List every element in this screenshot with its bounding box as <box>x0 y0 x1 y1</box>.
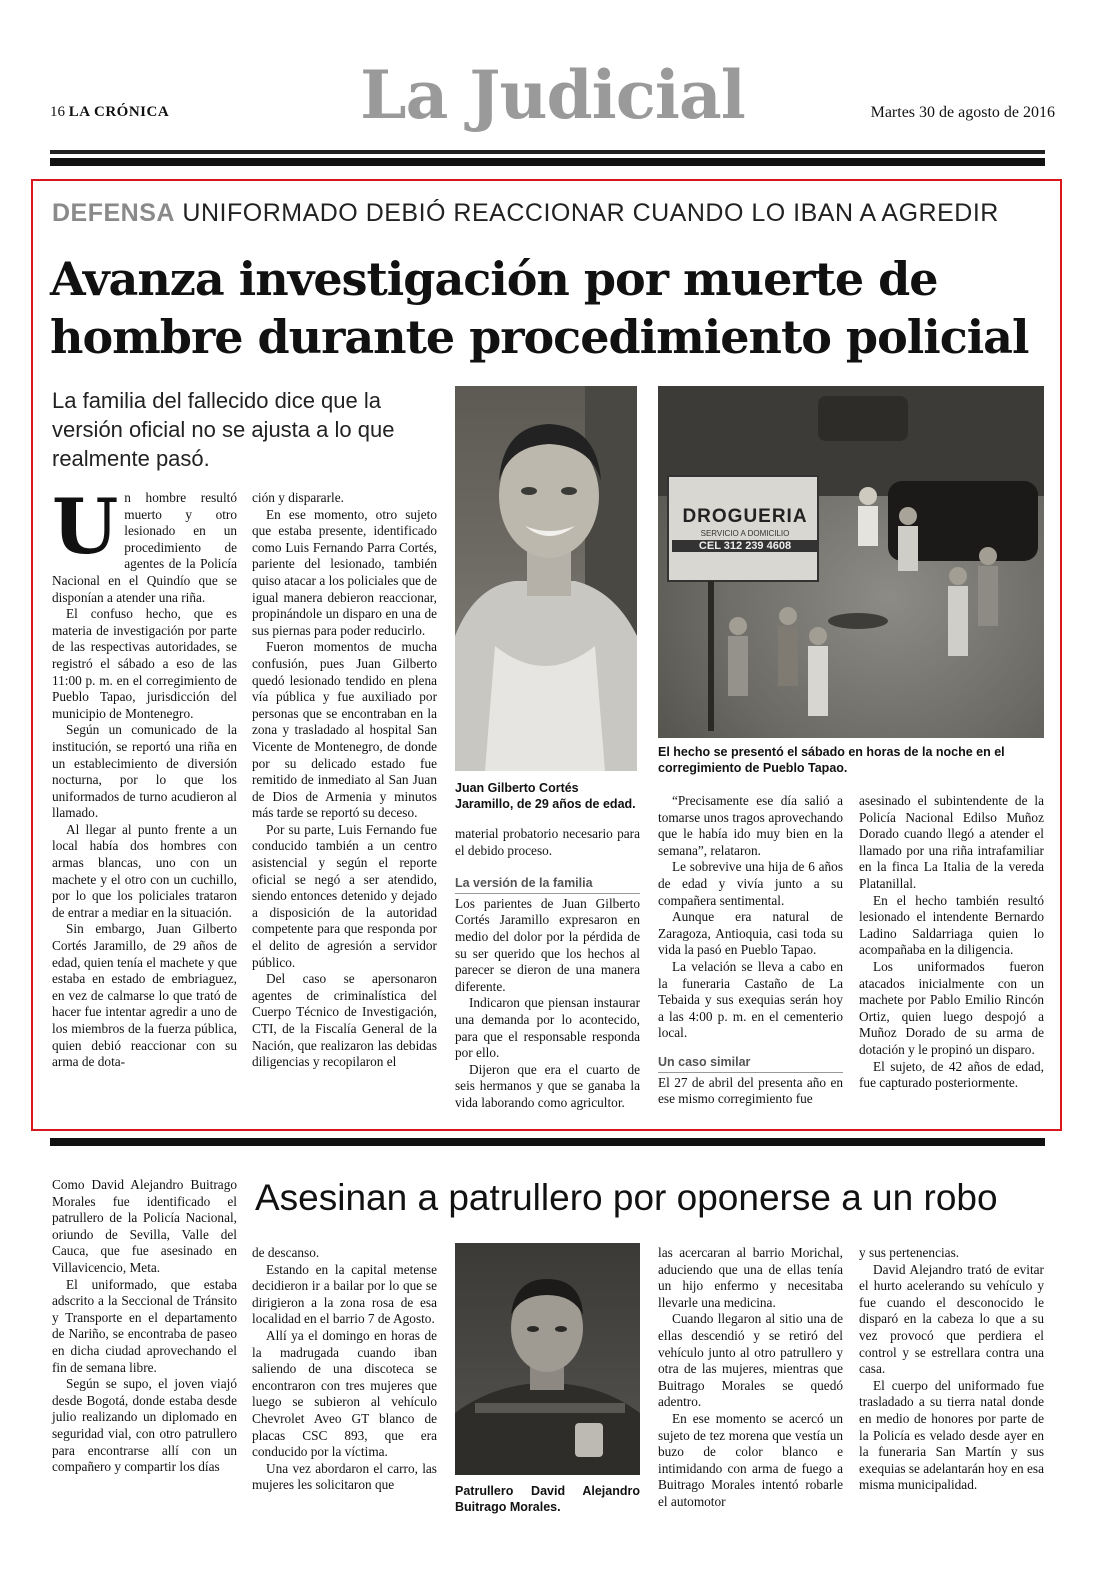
article-column-3 <box>455 826 640 1112</box>
patrolman-illustration <box>455 1243 640 1475</box>
second-article-column-2 <box>252 1245 437 1494</box>
second-article-headline: Asesinan a patrullero por oponerse a un robo <box>255 1177 998 1218</box>
article-column-4 <box>658 793 843 1108</box>
article-deck: La familia del fallecido dice que la versión oficial no se ajusta a lo que realmente pasó. <box>52 388 395 471</box>
pharmacy-sign-phone: CEL 312 239 4608 <box>672 540 818 552</box>
crime-scene-photo <box>658 386 1044 738</box>
paragraph: El sujeto, de 42 años de edad, fue capturado posteriormente. <box>859 1058 1044 1091</box>
paragraph: David Alejandro trató de evitar el hurto acelerando su vehículo y fue cuando el desconocido le disparó en la cabeza lo que a su vez provocó que perdiera el control y se estrellara contra una casa. <box>859 1261 1044 1377</box>
headline-line-2: hombre durante procedimiento policial <box>50 310 1029 364</box>
victim-portrait-photo <box>455 386 637 771</box>
paragraph: El cuerpo del uniformado fue trasladado a su tierra natal donde en medio de honores por parte de la Policía es velado desde ayer en la funeraria San Martín y sus exequias se adelantarán hoy en esa misma municipalidad. <box>859 1377 1044 1493</box>
scene-caption: El hecho se presentó el sábado en horas de la noche en el corregimiento de Pueblo Tapao. <box>658 745 1005 775</box>
paragraph: Allí ya el domingo en horas de la madrugada cuando iban saliendo de una discoteca se encontraron con tres mujeres que luego se subieron al vehículo Chevrolet Aveo GT blanco de placas CSC 893, que era conducido por la víctima. <box>252 1327 437 1460</box>
publication-name: LA CRÓNICA <box>68 104 170 120</box>
paragraph: de descanso. <box>252 1245 320 1260</box>
paragraph: Al llegar al punto frente a un local había dos hombres con armas blancas, uno con un machete y el otro con un cuchillo, por lo que los policiales trataron de entrar a mediar en la situación. <box>52 821 237 920</box>
article-column-2 <box>252 490 437 1071</box>
paragraph: Indicaron que piensan instaurar una demanda por lo acontecido, para que el responsable responda por ello. <box>455 995 640 1061</box>
paragraph: Aunque era natural de Zaragoza, Antioquia, casi toda su vida la pasó en Pueblo Tapao. <box>658 909 843 958</box>
article-column-1 <box>52 482 237 1071</box>
paragraph: las acercaran al barrio Morichal, aduciendo que una de ellas tenía un hijo enfermo y necesitaba llevarle una medicina. <box>658 1245 843 1310</box>
header-rule-thin <box>50 150 1045 154</box>
paragraph: Según se supo, el joven viajó desde Bogotá, donde estaba desde julio realizando un diplomado en seguridad vial, con otro patrullero para encontrarse allí con un compañero y compartir los días <box>52 1376 237 1475</box>
paragraph: Los parientes de Juan Gilberto Cortés Jaramillo expresaron en medio del dolor por la pérdida de su ser querido que los hechos al parecer se dieron de una manera diferente. <box>455 895 640 994</box>
article-headline <box>50 250 1060 366</box>
paragraph: En ese momento se acercó un sujeto de tez morena que vestía un buzo de color blanco e intimidando con arma de fuego a Buitrago Morales intentó robarle el automotor <box>658 1410 843 1509</box>
second-article-column-3 <box>658 1245 843 1511</box>
headline-line-1: Avanza investigación por muerte de <box>50 252 938 306</box>
paragraph: Una vez abordaron el carro, las mujeres les solicitaron que <box>252 1460 437 1493</box>
paragraph: Según un comunicado de la institución, se reportó una riña en un establecimiento de diversión nocturna, por lo que los uniformados de turno acudieron al llamado. <box>52 722 237 821</box>
article-column-5 <box>859 793 1044 1092</box>
portrait-caption: Juan Gilberto Cortés Jaramillo, de 29 años de edad. <box>455 781 636 811</box>
paragraph: material probatorio necesario para el debido proceso. <box>455 826 640 858</box>
subhead-family-version: La versión de la familia <box>455 875 640 894</box>
kicker-tag: DEFENSA <box>52 199 175 227</box>
article-kicker <box>52 199 999 228</box>
paragraph: “Precisamente ese día salió a tomarse unos tragos aprovechando que le había ido muy bien en la semana”, relataron. <box>658 793 843 858</box>
paragraph: El confuso hecho, que es materia de investigación por parte de las respectivas autoridades, se registró el sábado a eso de las 11:00 p. m. en el corregimiento de Pueblo Tapao, jurisdicción del municipio de Montenegro. <box>52 606 237 721</box>
paragraph: n hombre resultó muerto y otro lesionado en un procedimiento de agentes de la Policía Nacional en el Quindío que se disponían a atender una riña. <box>52 490 237 605</box>
kicker-text: UNIFORMADO DEBIÓ REACCIONAR CUANDO LO IBAN A AGREDIR <box>182 199 999 227</box>
patrolman-photo <box>455 1243 640 1475</box>
paragraph: y sus pertenencias. <box>859 1245 960 1260</box>
paragraph: ción y dispararle. <box>252 490 344 505</box>
pharmacy-sign-text: DROGUERIA <box>682 506 808 527</box>
paragraph: Los uniformados fueron atacados inicialmente con un machete por Pablo Emilio Rincón Ortiz, quien luego despojó a Muñoz Dorado de su arma de dotación y le propinó un disparo. <box>859 958 1044 1057</box>
second-article-column-4 <box>859 1245 1044 1494</box>
pharmacy-sign-subtext: SERVICIO A DOMICILIO <box>700 529 790 538</box>
patrolman-caption: Patrullero David Alejandro Buitrago Morales. <box>455 1484 640 1514</box>
page-number: 16 <box>50 104 65 120</box>
header-rule-thick <box>50 158 1045 166</box>
paragraph: Del caso se apersonaron agentes de criminalística del Cuerpo Técnico de Investigación, CTI, de la Fiscalía General de la Nación, que realizaron las debidas diligencias y recopilaron el <box>252 971 437 1070</box>
paragraph: En ese momento, otro sujeto que estaba presente, identificado como Luis Fernando Parra Cortés, pariente del lesionado, también quiso atacar a los policiales que de igual manera debieron reaccionar, propinándole un disparo en una de sus piernas para poder reducirlo. <box>252 506 437 638</box>
paragraph: El 27 de abril del presenta año en ese mismo corregimiento fue <box>658 1074 843 1107</box>
paragraph: Cuando llegaron al sitio una de ellas descendió y se retiró del vehículo junto al otro patrullero y otra de las mujeres, mientras que Buitrago Morales se quedó adentro. <box>658 1311 843 1410</box>
paragraph: Como David Alejandro Buitrago Morales fue identificado el patrullero de la Policía Nacional, oriundo de Sevilla, Valle del Cauca, que fue asesinado en Villavicencio, Meta. <box>52 1177 237 1275</box>
paragraph: La velación se lleva a cabo en la funeraria Castaño de La Tebaida y sus exequias serán hoy a las 4:00 p. m. en el cementerio local. <box>658 958 843 1041</box>
street-scene-illustration <box>658 386 1044 738</box>
paragraph: Estando en la capital metense decidieron ir a bailar por lo que se dirigieron a la zona rosa de esa localidad en el barrio 7 de Agosto. <box>252 1261 437 1327</box>
paragraph: Por su parte, Luis Fernando fue conducido también a un centro asistencial y según el reporte oficial se negó a ser atendido, siendo entonces detenido y dejado a disposición de la autoridad competente para que responda por el delito de agresión a servidor público. <box>252 821 437 970</box>
section-divider-rule <box>50 1138 1045 1146</box>
section-title: La Judicial <box>360 56 745 134</box>
subhead-similar-case: Un caso similar <box>658 1054 843 1073</box>
paragraph: Dijeron que era el cuarto de seis hermanos y que se ganaba la vida laborando como agricultor. <box>455 1061 640 1110</box>
paragraph: Sin embargo, Juan Gilberto Cortés Jaramillo, de 29 años de edad, quien tenía el machete y que estaba en estado de embriaguez, en vez de calmarse lo que trató de hacer fue intentar agredir a uno de los miembros de la fuerza pública, quien debió reaccionar con su arma de dota- <box>52 921 237 1070</box>
dropcap: U <box>52 482 119 571</box>
paragraph: Fueron momentos de mucha confusión, pues Juan Gilberto quedó lesionado tendido en plena vía pública y fue auxiliado por personas que se encontraban en la zona y trasladado al hospital San Vicente de Montenegro, de donde por su delicado estado fue remitido de inmediato al San Juan de Dios de Armenia y minutos más tarde se reportó su deceso. <box>252 639 437 821</box>
portrait-illustration <box>455 386 637 771</box>
paragraph: En el hecho también resultó lesionado el intendente Bernardo Ladino Saldarriaga quien lo acompañaba en la diligencia. <box>859 892 1044 958</box>
issue-date: Martes 30 de agosto de 2016 <box>870 104 1055 121</box>
paragraph: asesinado el subintendente de la Policía Nacional Edilso Muñoz Dorado cuando llegó a atender el llamado por una riña intrafamiliar en la finca La Italia de la vereda Platanillal. <box>859 793 1044 891</box>
paragraph: El uniformado, que estaba adscrito a la Seccional de Tránsito y Transporte en el departamento de Nariño, se encontraba de paseo en dicha ciudad aprovechando el fin de semana libre. <box>52 1276 237 1375</box>
second-article-column-1 <box>52 1177 237 1476</box>
paragraph: Le sobrevive una hija de 6 años de edad y vivía junto a su compañera sentimental. <box>658 859 843 908</box>
